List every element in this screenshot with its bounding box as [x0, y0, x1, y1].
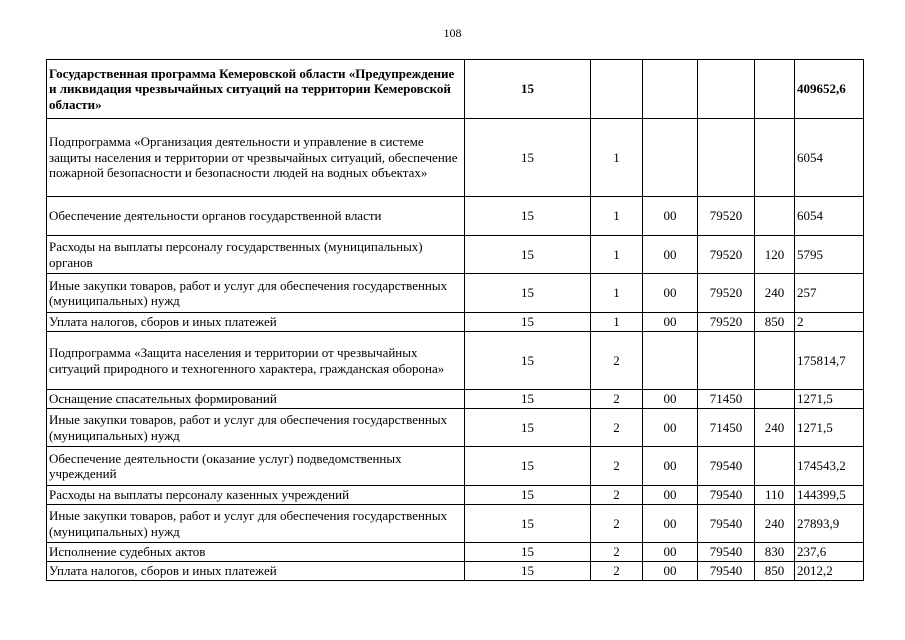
cell-subprogram-code: 2 — [591, 447, 643, 486]
cell-amount: 174543,2 — [795, 447, 864, 486]
cell-subprogram-code: 2 — [591, 562, 643, 581]
cell-activity-code: 00 — [643, 313, 698, 332]
cell-expense-type: 850 — [755, 562, 795, 581]
cell-program-code: 15 — [465, 447, 591, 486]
cell-amount: 175814,7 — [795, 332, 864, 390]
cell-name: Подпрограмма «Организация деятельности и управление в системе защиты населения и территории от чрезвычайных ситуаций, обеспечение пожарной безопасности и безопасности людей на водных объектах» — [47, 119, 465, 197]
cell-program-code: 15 — [465, 486, 591, 505]
cell-expense-direction — [698, 119, 755, 197]
cell-expense-type — [755, 332, 795, 390]
cell-expense-type: 120 — [755, 236, 795, 274]
cell-expense-direction: 79540 — [698, 562, 755, 581]
cell-activity-code: 00 — [643, 505, 698, 543]
table-body — [47, 60, 864, 581]
table-row — [47, 313, 864, 332]
cell-expense-type: 240 — [755, 409, 795, 447]
cell-expense-direction: 79540 — [698, 486, 755, 505]
table-row — [47, 236, 864, 274]
cell-expense-type: 240 — [755, 505, 795, 543]
cell-activity-code — [643, 60, 698, 119]
cell-subprogram-code: 2 — [591, 505, 643, 543]
budget-table — [46, 59, 864, 581]
page-number: 108 — [443, 26, 462, 40]
cell-expense-type — [755, 390, 795, 409]
cell-program-code: 15 — [465, 236, 591, 274]
cell-amount: 144399,5 — [795, 486, 864, 505]
cell-amount: 1271,5 — [795, 390, 864, 409]
cell-expense-type — [755, 60, 795, 119]
cell-name: Исполнение судебных актов — [47, 543, 465, 562]
cell-subprogram-code: 1 — [591, 119, 643, 197]
cell-expense-type: 240 — [755, 274, 795, 313]
cell-expense-direction: 79520 — [698, 236, 755, 274]
cell-name: Подпрограмма «Защита населения и территории от чрезвычайных ситуаций природного и техногенного характера, гражданская оборона» — [47, 332, 465, 390]
cell-subprogram-code: 1 — [591, 197, 643, 236]
cell-program-code: 15 — [465, 505, 591, 543]
cell-expense-direction: 79540 — [698, 505, 755, 543]
table-row — [47, 447, 864, 486]
cell-name: Уплата налогов, сборов и иных платежей — [47, 562, 465, 581]
cell-program-code: 15 — [465, 409, 591, 447]
cell-expense-direction: 79540 — [698, 447, 755, 486]
cell-expense-direction: 79540 — [698, 543, 755, 562]
cell-subprogram-code: 2 — [591, 390, 643, 409]
table-row — [47, 543, 864, 562]
cell-subprogram-code: 2 — [591, 543, 643, 562]
cell-expense-type — [755, 119, 795, 197]
cell-amount: 1271,5 — [795, 409, 864, 447]
cell-activity-code: 00 — [643, 409, 698, 447]
cell-name: Расходы на выплаты персоналу государственных (муниципальных) органов — [47, 236, 465, 274]
cell-name: Иные закупки товаров, работ и услуг для обеспечения государственных (муниципальных) нужд — [47, 274, 465, 313]
table-row — [47, 409, 864, 447]
cell-subprogram-code: 2 — [591, 332, 643, 390]
cell-activity-code — [643, 332, 698, 390]
cell-expense-type: 110 — [755, 486, 795, 505]
cell-program-code: 15 — [465, 390, 591, 409]
cell-amount: 237,6 — [795, 543, 864, 562]
cell-subprogram-code: 2 — [591, 486, 643, 505]
cell-name: Обеспечение деятельности (оказание услуг) подведомственных учреждений — [47, 447, 465, 486]
cell-amount: 6054 — [795, 197, 864, 236]
cell-activity-code: 00 — [643, 447, 698, 486]
cell-expense-direction: 79520 — [698, 274, 755, 313]
cell-activity-code: 00 — [643, 274, 698, 313]
cell-activity-code — [643, 119, 698, 197]
cell-expense-type — [755, 197, 795, 236]
cell-program-code: 15 — [465, 332, 591, 390]
table-row — [47, 274, 864, 313]
table-row — [47, 197, 864, 236]
cell-subprogram-code: 1 — [591, 313, 643, 332]
cell-expense-type — [755, 447, 795, 486]
table-row — [47, 119, 864, 197]
cell-name: Уплата налогов, сборов и иных платежей — [47, 313, 465, 332]
cell-activity-code: 00 — [643, 197, 698, 236]
cell-expense-type: 850 — [755, 313, 795, 332]
cell-program-code: 15 — [465, 543, 591, 562]
cell-amount: 257 — [795, 274, 864, 313]
cell-name: Расходы на выплаты персоналу казенных учреждений — [47, 486, 465, 505]
cell-amount: 409652,6 — [795, 60, 864, 119]
cell-amount: 27893,9 — [795, 505, 864, 543]
cell-expense-direction — [698, 332, 755, 390]
cell-program-code: 15 — [465, 274, 591, 313]
cell-expense-direction: 79520 — [698, 197, 755, 236]
cell-activity-code: 00 — [643, 543, 698, 562]
cell-expense-direction: 79520 — [698, 313, 755, 332]
cell-name: Иные закупки товаров, работ и услуг для обеспечения государственных (муниципальных) нужд — [47, 409, 465, 447]
cell-name: Иные закупки товаров, работ и услуг для обеспечения государственных (муниципальных) нужд — [47, 505, 465, 543]
cell-expense-type: 830 — [755, 543, 795, 562]
cell-name: Обеспечение деятельности органов государственной власти — [47, 197, 465, 236]
cell-amount: 2012,2 — [795, 562, 864, 581]
table-row — [47, 562, 864, 581]
cell-subprogram-code — [591, 60, 643, 119]
table-row — [47, 486, 864, 505]
cell-name: Оснащение спасательных формирований — [47, 390, 465, 409]
cell-program-code: 15 — [465, 313, 591, 332]
table-row — [47, 390, 864, 409]
cell-activity-code: 00 — [643, 562, 698, 581]
cell-program-code: 15 — [465, 119, 591, 197]
cell-activity-code: 00 — [643, 236, 698, 274]
cell-expense-direction: 71450 — [698, 390, 755, 409]
cell-program-code: 15 — [465, 60, 591, 119]
cell-amount: 6054 — [795, 119, 864, 197]
cell-program-code: 15 — [465, 197, 591, 236]
table-row — [47, 60, 864, 119]
cell-expense-direction: 71450 — [698, 409, 755, 447]
cell-amount: 5795 — [795, 236, 864, 274]
cell-subprogram-code: 1 — [591, 274, 643, 313]
cell-activity-code: 00 — [643, 390, 698, 409]
cell-name: Государственная программа Кемеровской области «Предупреждение и ликвидация чрезвычайных ситуаций на территории Кемеровской области» — [47, 60, 465, 119]
cell-program-code: 15 — [465, 562, 591, 581]
cell-expense-direction — [698, 60, 755, 119]
cell-amount: 2 — [795, 313, 864, 332]
table-row — [47, 505, 864, 543]
cell-activity-code: 00 — [643, 486, 698, 505]
cell-subprogram-code: 2 — [591, 409, 643, 447]
cell-subprogram-code: 1 — [591, 236, 643, 274]
table-row — [47, 332, 864, 390]
